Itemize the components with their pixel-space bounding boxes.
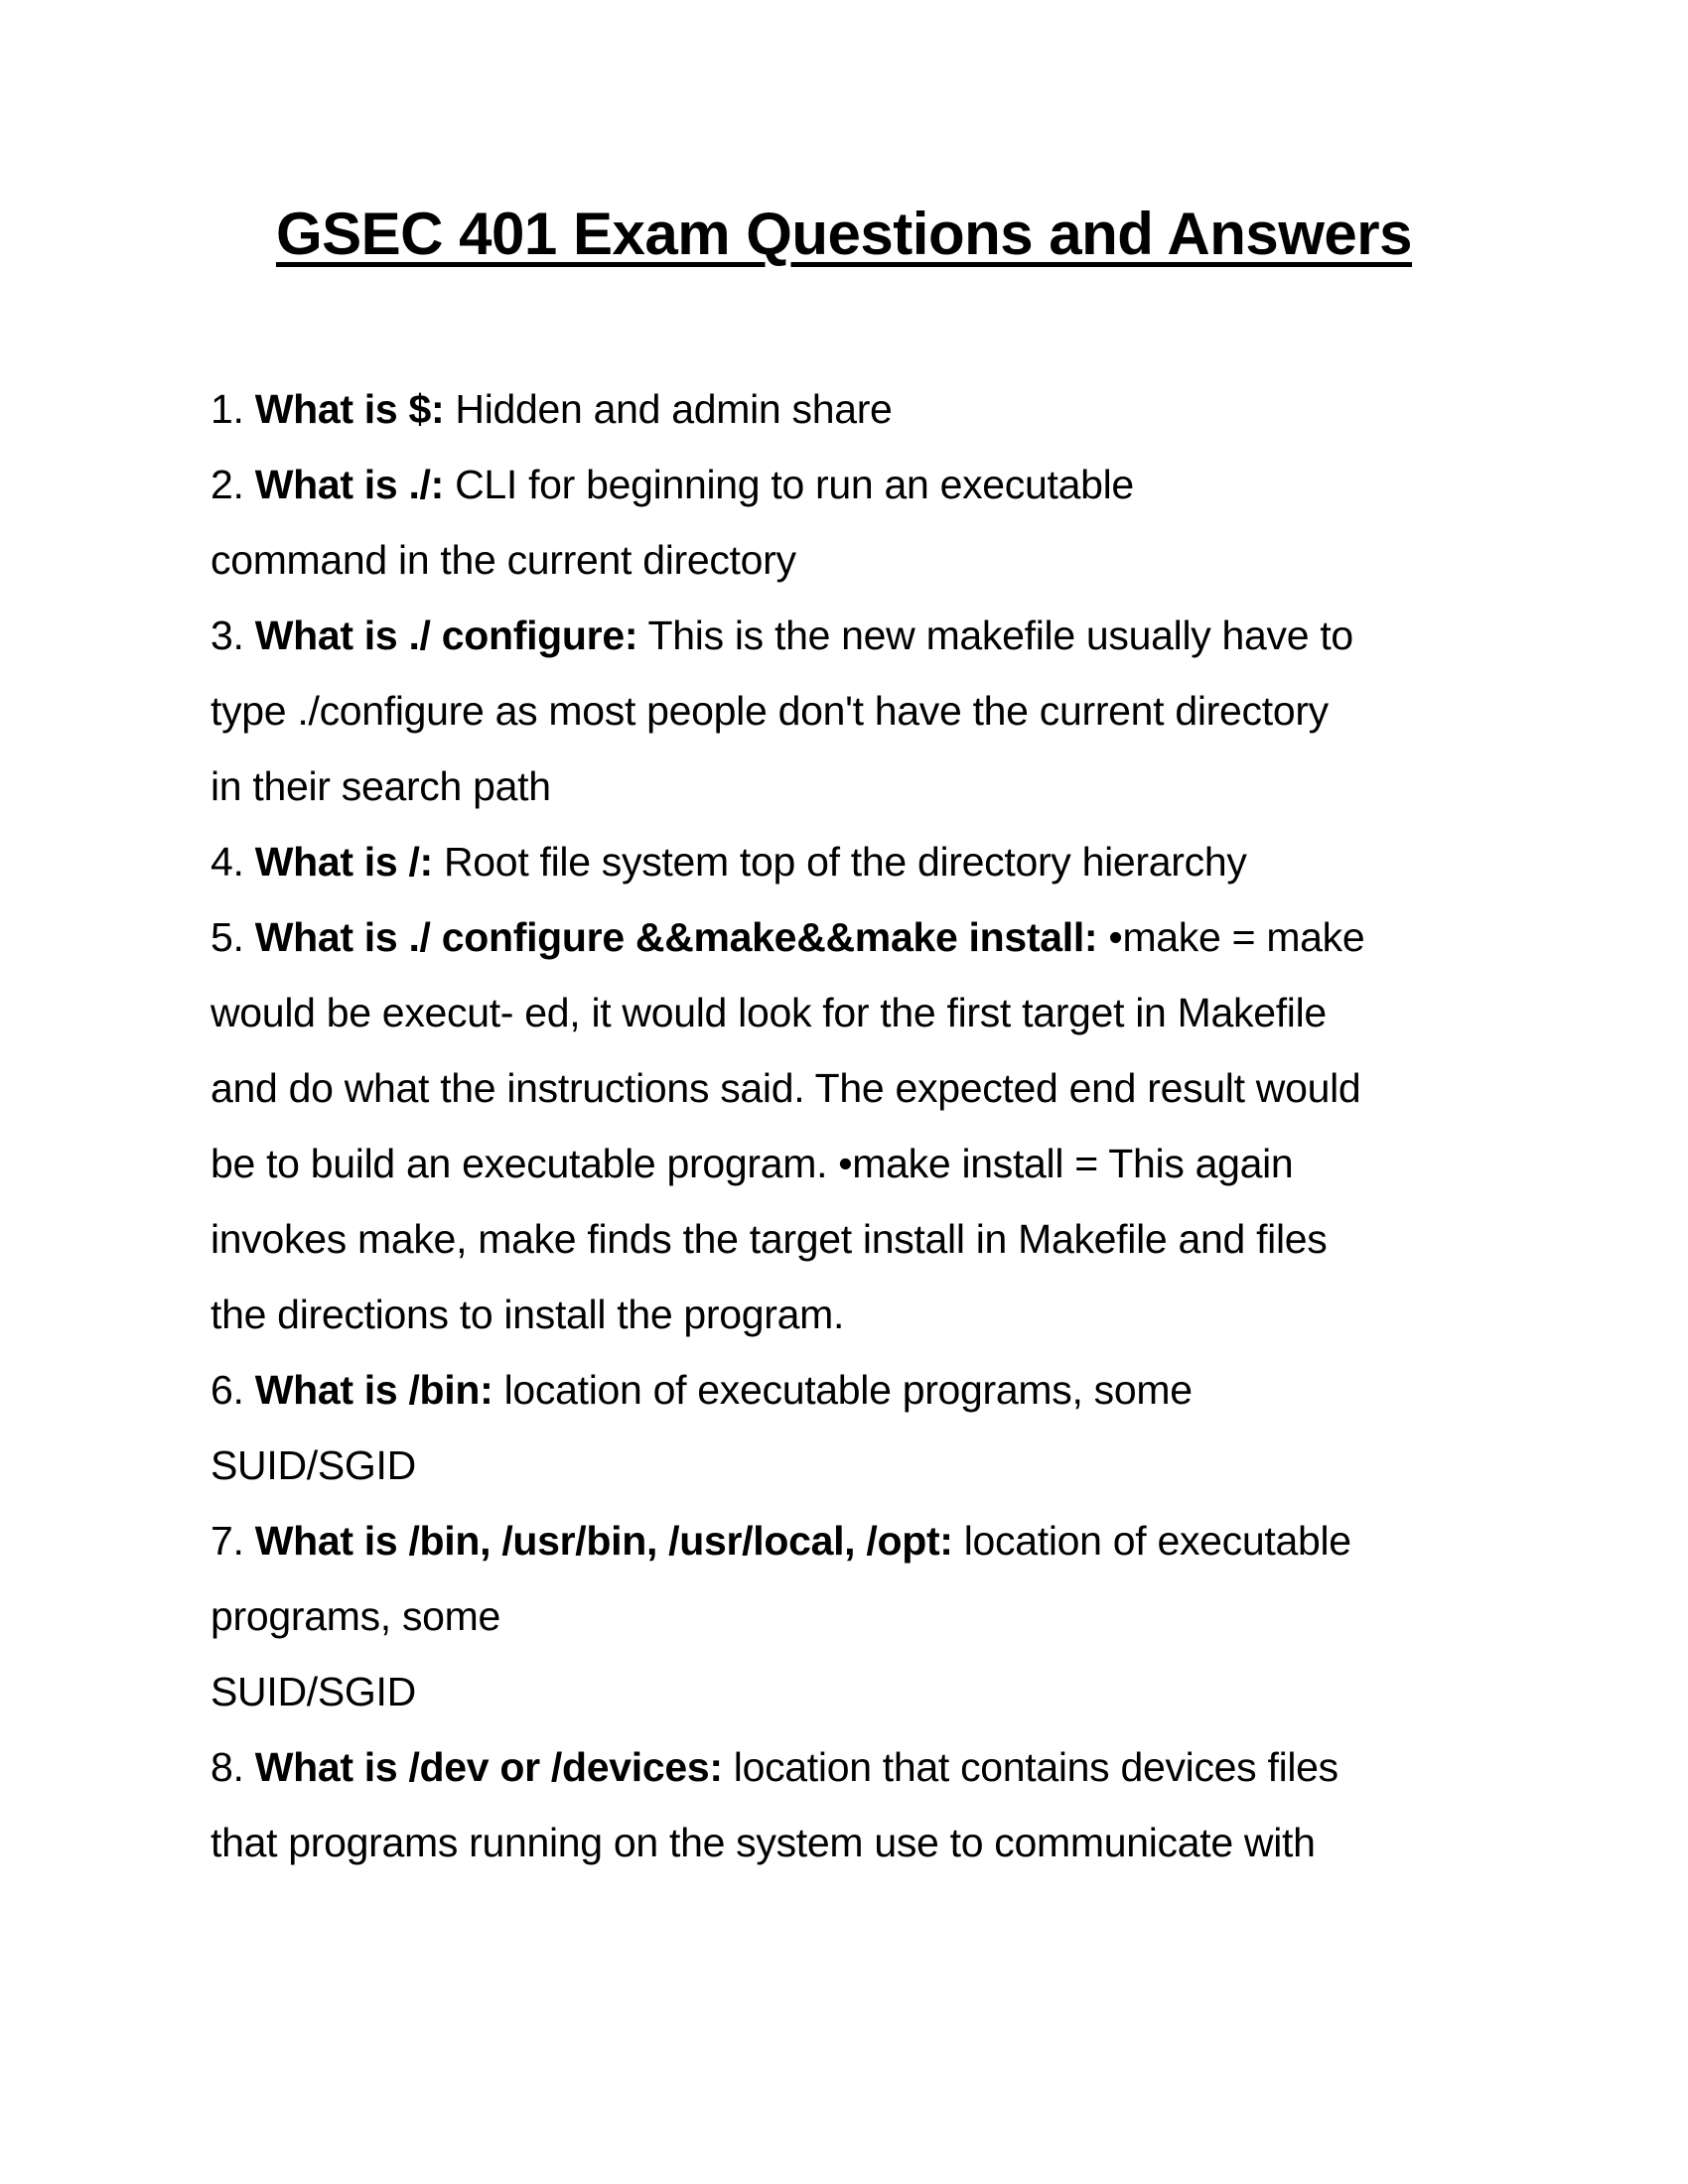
answer-text: Hidden and admin share: [455, 386, 893, 432]
question-text: What is ./:: [254, 462, 444, 507]
item-number: 7.: [211, 1518, 244, 1564]
item-number: 1.: [211, 386, 244, 432]
question-text: What is ./ configure &&make&&make install:: [254, 914, 1098, 960]
qa-answer-continuation: [211, 522, 1364, 598]
answer-text: Root file system top of the directory hierarchy: [444, 839, 1247, 885]
answer-text: command in the current directory: [211, 537, 796, 583]
qa-item: [211, 899, 1364, 975]
answer-text: would be execut- ed, it would look for the first target in Makefile: [211, 990, 1327, 1035]
qa-answer-continuation: [211, 975, 1364, 1050]
item-number: 5.: [211, 914, 244, 960]
item-number: 8.: [211, 1744, 244, 1790]
item-number: 3.: [211, 613, 244, 658]
qa-item: [211, 598, 1364, 673]
answer-text: location of executable: [963, 1518, 1351, 1564]
qa-item: [211, 1352, 1364, 1428]
qa-list: [211, 371, 1364, 1880]
qa-answer-continuation: [211, 1201, 1364, 1277]
qa-item: [211, 371, 1364, 447]
answer-text: the directions to install the program.: [211, 1292, 845, 1337]
qa-item: [211, 824, 1364, 899]
answer-text: location that contains devices files: [733, 1744, 1338, 1790]
qa-answer-continuation: [211, 1277, 1364, 1352]
answer-text: SUID/SGID: [211, 1669, 416, 1714]
answer-text: be to build an executable program. •make install = This again: [211, 1141, 1294, 1186]
answer-text: and do what the instructions said. The expected end result would: [211, 1065, 1361, 1111]
qa-answer-continuation: [211, 749, 1364, 824]
question-text: What is /dev or /devices:: [254, 1744, 723, 1790]
qa-item: [211, 447, 1364, 522]
item-number: 6.: [211, 1367, 244, 1413]
question-text: What is /:: [254, 839, 433, 885]
qa-answer-continuation: [211, 1805, 1364, 1880]
qa-answer-continuation: [211, 1126, 1364, 1201]
answer-text: CLI for beginning to run an executable: [455, 462, 1134, 507]
question-text: What is /bin:: [254, 1367, 493, 1413]
qa-answer-continuation: [211, 1654, 1364, 1729]
question-text: What is /bin, /usr/bin, /usr/local, /opt:: [254, 1518, 953, 1564]
qa-answer-continuation: [211, 1428, 1364, 1503]
answer-text: invokes make, make finds the target install in Makefile and files: [211, 1216, 1328, 1262]
qa-answer-continuation: [211, 673, 1364, 749]
item-number: 2.: [211, 462, 244, 507]
answer-text: type ./configure as most people don't have the current directory: [211, 688, 1329, 734]
answer-text: that programs running on the system use to communicate with: [211, 1820, 1316, 1865]
question-text: What is $:: [254, 386, 445, 432]
answer-text: This is the new makefile usually have to: [647, 613, 1353, 658]
answer-text: •make = make: [1108, 914, 1365, 960]
title-text: GSEC 401 Exam Questions and Answers: [275, 201, 1413, 267]
qa-answer-continuation: [211, 1578, 1364, 1654]
answer-text: in their search path: [211, 763, 551, 809]
answer-text: SUID/SGID: [211, 1442, 416, 1488]
item-number: 4.: [211, 839, 244, 885]
answer-text: programs, some: [211, 1593, 501, 1639]
qa-item: [211, 1503, 1364, 1578]
answer-text: location of executable programs, some: [503, 1367, 1193, 1413]
question-text: What is ./ configure:: [254, 613, 638, 658]
qa-item: [211, 1729, 1364, 1805]
document-title: [0, 195, 1688, 274]
qa-answer-continuation: [211, 1050, 1364, 1126]
